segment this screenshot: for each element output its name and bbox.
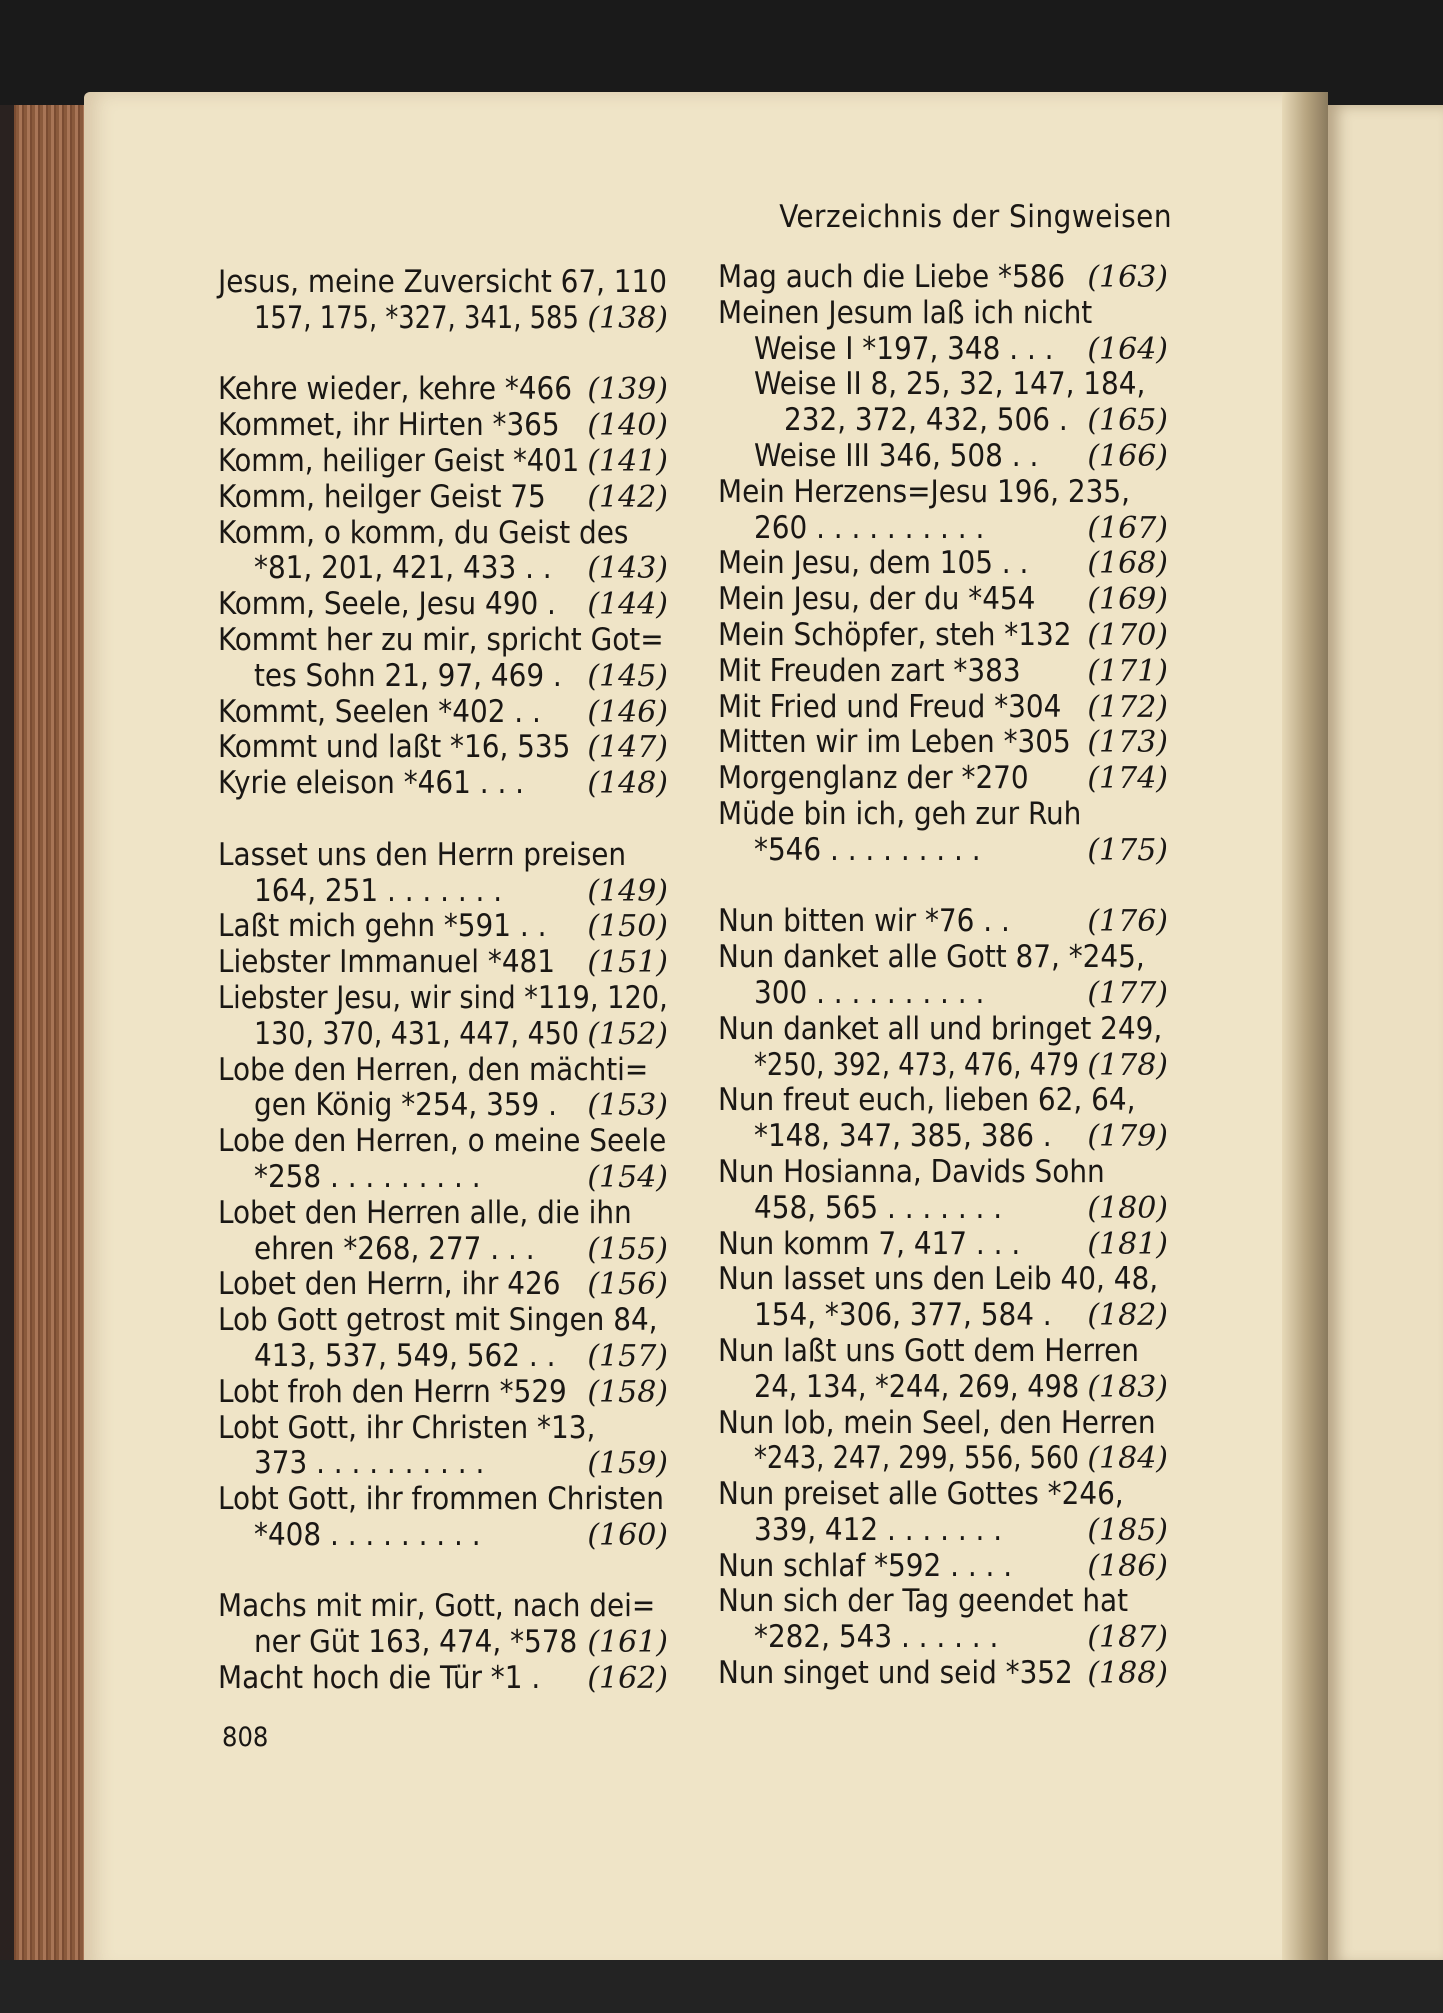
hymn-number: (139) bbox=[587, 372, 668, 408]
index-entry-continuation bbox=[718, 833, 1168, 869]
index-entry-continuation bbox=[218, 1339, 668, 1375]
hymn-number: (182) bbox=[1087, 1298, 1168, 1334]
index-entry-continuation bbox=[718, 1191, 1168, 1227]
index-entry bbox=[218, 265, 668, 301]
book-spine-shadow bbox=[0, 105, 14, 1980]
hymn-number: (172) bbox=[1087, 689, 1168, 725]
index-entry bbox=[218, 516, 668, 552]
index-entry-continuation bbox=[718, 332, 1168, 368]
page-number: 808 bbox=[222, 1722, 269, 1753]
index-entry-continuation bbox=[718, 1620, 1168, 1656]
hymn-number: (145) bbox=[587, 658, 668, 694]
index-entry bbox=[218, 372, 668, 408]
hymn-number: (163) bbox=[1087, 260, 1168, 295]
index-entry bbox=[718, 1406, 1168, 1442]
hymn-number: (168) bbox=[1087, 546, 1168, 582]
index-entry bbox=[218, 408, 668, 444]
hymn-number: (150) bbox=[587, 909, 668, 945]
index-entry bbox=[718, 797, 1168, 833]
hymn-number: (180) bbox=[1087, 1190, 1168, 1226]
hymn-number: (159) bbox=[587, 1446, 668, 1482]
index-entry bbox=[218, 480, 668, 516]
index-entry bbox=[718, 1334, 1168, 1370]
index-gap bbox=[218, 1554, 668, 1590]
index-entry bbox=[718, 940, 1168, 976]
index-entry-text: Nun singet und seid *352 bbox=[718, 1655, 1073, 1692]
index-entry bbox=[218, 909, 668, 945]
index-entry-continuation bbox=[718, 439, 1168, 475]
index-entry bbox=[218, 1589, 668, 1625]
hymn-number: (164) bbox=[1087, 331, 1168, 367]
hymn-number: (147) bbox=[587, 730, 668, 766]
index-entry-text: *81, 201, 421, 433 . . bbox=[254, 550, 552, 587]
hymn-number: (160) bbox=[587, 1517, 668, 1553]
index-entry-text: Laßt mich gehn *591 . . bbox=[218, 908, 547, 945]
index-entry-continuation bbox=[718, 1119, 1168, 1155]
index-entry-text: Lobet den Herren alle, die ihn bbox=[218, 1194, 632, 1231]
index-entry-text: gen König *254, 359 . bbox=[254, 1087, 558, 1124]
hymn-number: (179) bbox=[1087, 1119, 1168, 1155]
index-entry bbox=[218, 623, 668, 659]
index-entry bbox=[718, 904, 1168, 940]
index-entry-text: *282, 543 . . . . . . bbox=[754, 1619, 999, 1656]
index-entry bbox=[218, 1053, 668, 1089]
index-entry-continuation bbox=[718, 1370, 1168, 1406]
index-entry-continuation bbox=[718, 1048, 1168, 1084]
index-entry-text: Mit Freuden zart *383 bbox=[718, 652, 1021, 689]
index-entry-text: Liebster Jesu, wir sind *119, 120, bbox=[218, 979, 668, 1016]
hymn-number: (185) bbox=[1087, 1512, 1168, 1548]
index-entry bbox=[218, 1411, 668, 1447]
index-entry bbox=[718, 1549, 1168, 1585]
index-entry-text: 24, 134, *244, 269, 498 bbox=[754, 1368, 1080, 1405]
index-entry bbox=[718, 1262, 1168, 1298]
index-entry-text: Nun bitten wir *76 . . bbox=[718, 903, 1010, 940]
index-entry bbox=[218, 1482, 668, 1518]
index-entry bbox=[718, 582, 1168, 618]
index-entry-text: Lobet den Herrn, ihr 426 bbox=[218, 1266, 561, 1303]
hymn-number: (144) bbox=[587, 587, 668, 623]
index-entry-text: 130, 370, 431, 447, 450 bbox=[254, 1015, 579, 1052]
index-entry bbox=[718, 260, 1168, 296]
index-entry-text: Weise I *197, 348 . . . bbox=[754, 330, 1054, 367]
right-page-fragment bbox=[1328, 105, 1443, 1965]
hymn-number: (157) bbox=[587, 1338, 668, 1374]
index-entry-text: Weise III 346, 508 . . bbox=[754, 437, 1039, 474]
index-entry bbox=[718, 475, 1168, 511]
index-entry-text: Lasset uns den Herrn preisen bbox=[218, 836, 627, 873]
index-entry-text: Nun komm 7, 417 . . . bbox=[718, 1225, 1021, 1262]
index-entry-text: 164, 251 . . . . . . . bbox=[254, 872, 503, 909]
index-entry-text: Nun laßt uns Gott dem Herren bbox=[718, 1332, 1139, 1369]
index-entry-text: *250, 392, 473, 476, 479 bbox=[754, 1046, 1079, 1083]
index-entry-text: 458, 565 . . . . . . . bbox=[754, 1189, 1003, 1226]
index-entry-text: *258 . . . . . . . . . bbox=[254, 1158, 481, 1195]
index-entry-text: Nun danket alle Gott 87, *245, bbox=[718, 939, 1145, 976]
index-entry-continuation bbox=[718, 1441, 1168, 1477]
index-entry-text: Mitten wir im Leben *305 bbox=[718, 724, 1071, 761]
index-entry-continuation bbox=[218, 659, 668, 695]
index-entry-text: Kommt und laßt *16, 535 bbox=[218, 729, 571, 766]
index-entry-text: Kyrie eleison *461 . . . bbox=[218, 765, 525, 802]
hymn-number: (148) bbox=[587, 766, 668, 802]
index-entry-text: Meinen Jesum laß ich nicht bbox=[718, 294, 1093, 331]
index-entry bbox=[218, 1661, 668, 1697]
hymn-number: (178) bbox=[1087, 1047, 1168, 1083]
hymn-number: (142) bbox=[587, 479, 668, 515]
index-entry-text: Nun freut euch, lieben 62, 64, bbox=[718, 1082, 1136, 1119]
index-entry-continuation bbox=[218, 1446, 668, 1482]
index-entry-text: Lobe den Herren, o meine Seele bbox=[218, 1123, 667, 1160]
index-entry-text: Nun lasset uns den Leib 40, 48, bbox=[718, 1261, 1159, 1298]
index-entry-text: Liebster Immanuel *481 bbox=[218, 944, 556, 981]
index-entry-text: tes Sohn 21, 97, 469 . bbox=[254, 657, 562, 694]
index-entry-continuation bbox=[718, 1513, 1168, 1549]
index-entry-text: Weise II 8, 25, 32, 147, 184, bbox=[754, 366, 1146, 403]
index-entry bbox=[218, 444, 668, 480]
index-gap bbox=[218, 337, 668, 373]
index-entry-continuation bbox=[218, 1518, 668, 1554]
hymn-number: (156) bbox=[587, 1267, 668, 1303]
index-entry bbox=[718, 1083, 1168, 1119]
index-entry-text: Nun Hosianna, Davids Sohn bbox=[718, 1153, 1105, 1190]
index-entry-text: Mein Schöpfer, steh *132 bbox=[718, 616, 1072, 653]
hymn-number: (174) bbox=[1087, 761, 1168, 797]
hymn-number: (184) bbox=[1087, 1441, 1168, 1477]
index-entry bbox=[218, 1267, 668, 1303]
hymn-number: (187) bbox=[1087, 1620, 1168, 1656]
index-entry-text: 413, 537, 549, 562 . . bbox=[254, 1337, 556, 1374]
index-entry-text: Komm, heilger Geist 75 bbox=[218, 478, 546, 515]
index-entry-text: Macht hoch die Tür *1 . bbox=[218, 1660, 541, 1697]
index-entry-continuation bbox=[218, 1625, 668, 1661]
index-entry-continuation bbox=[218, 1017, 668, 1053]
index-entry-text: 260 . . . . . . . . . . bbox=[754, 509, 985, 546]
index-entry-text: *148, 347, 385, 386 . bbox=[754, 1118, 1052, 1155]
index-entry bbox=[718, 1012, 1168, 1048]
index-entry-text: Mit Fried und Freud *304 bbox=[718, 688, 1062, 725]
index-entry-text: Müde bin ich, geh zur Ruh bbox=[718, 795, 1082, 832]
index-column-right bbox=[718, 260, 1168, 1692]
index-entry-text: Kommt, Seelen *402 . . bbox=[218, 693, 541, 730]
index-entry bbox=[718, 1155, 1168, 1191]
hymn-number: (154) bbox=[587, 1159, 668, 1195]
index-entry-text: Nun danket all und bringet 249, bbox=[718, 1010, 1163, 1047]
hymn-number: (162) bbox=[587, 1661, 668, 1697]
index-entry bbox=[718, 725, 1168, 761]
index-entry-continuation bbox=[718, 1298, 1168, 1334]
index-entry-text: Lob Gott getrost mit Singen 84, bbox=[218, 1302, 658, 1339]
index-entry-continuation bbox=[218, 301, 668, 337]
index-entry bbox=[218, 838, 668, 874]
index-entry-text: Lobt Gott, ihr frommen Christen bbox=[218, 1481, 664, 1518]
index-entry-continuation bbox=[718, 976, 1168, 1012]
index-entry bbox=[218, 1124, 668, 1160]
index-entry-text: Nun lob, mein Seel, den Herren bbox=[718, 1404, 1156, 1441]
hymn-number: (138) bbox=[587, 300, 668, 336]
hymn-number: (175) bbox=[1087, 832, 1168, 868]
index-entry-text: *243, 247, 299, 556, 560 bbox=[754, 1440, 1079, 1477]
index-entry bbox=[718, 654, 1168, 690]
index-entry-text: Lobt Gott, ihr Christen *13, bbox=[218, 1409, 596, 1446]
running-header: Verzeichnis der Singweisen bbox=[779, 199, 1172, 235]
index-entry bbox=[718, 761, 1168, 797]
hymn-number: (161) bbox=[587, 1625, 668, 1661]
index-entry-continuation bbox=[218, 1088, 668, 1124]
hymn-number: (149) bbox=[587, 873, 668, 909]
index-entry-text: ner Güt 163, 474, *578 bbox=[254, 1624, 578, 1661]
index-entry-text: Nun schlaf *592 . . . . bbox=[718, 1547, 1013, 1584]
index-entry-text: 232, 372, 432, 506 . bbox=[784, 402, 1068, 439]
index-entry bbox=[218, 1375, 668, 1411]
index-entry-text: 339, 412 . . . . . . . bbox=[754, 1511, 1003, 1548]
index-entry bbox=[718, 1656, 1168, 1692]
hymn-number: (176) bbox=[1087, 904, 1168, 940]
index-entry bbox=[718, 546, 1168, 582]
index-entry bbox=[218, 945, 668, 981]
index-entry-text: 373 . . . . . . . . . . bbox=[254, 1445, 485, 1482]
index-entry bbox=[718, 296, 1168, 332]
index-entry bbox=[218, 730, 668, 766]
hymn-number: (152) bbox=[587, 1016, 668, 1052]
index-entry-text: Machs mit mir, Gott, nach dei= bbox=[218, 1588, 656, 1625]
hymn-number: (188) bbox=[1087, 1656, 1168, 1692]
hymn-number: (181) bbox=[1087, 1226, 1168, 1262]
index-entry-continuation bbox=[718, 511, 1168, 547]
cover-bottom bbox=[0, 1960, 1443, 2013]
index-entry bbox=[218, 1196, 668, 1232]
hymn-number: (166) bbox=[1087, 438, 1168, 474]
hymn-number: (186) bbox=[1087, 1548, 1168, 1584]
index-entry-text: Kehre wieder, kehre *466 bbox=[218, 371, 573, 408]
index-entry bbox=[218, 587, 668, 623]
index-entry bbox=[718, 690, 1168, 726]
index-entry bbox=[718, 1227, 1168, 1263]
index-entry bbox=[718, 1584, 1168, 1620]
index-entry-text: Komm, heiliger Geist *401 bbox=[218, 442, 580, 479]
index-entry-text: *546 . . . . . . . . . bbox=[754, 831, 981, 868]
index-entry-text: 157, 175, *327, 341, 585 bbox=[254, 299, 579, 336]
index-gap bbox=[218, 802, 668, 838]
index-gap bbox=[718, 869, 1168, 905]
hymn-number: (167) bbox=[1087, 510, 1168, 546]
index-entry-text: Kommet, ihr Hirten *365 bbox=[218, 407, 560, 444]
index-entry-text: Kommt her zu mir, spricht Got= bbox=[218, 621, 664, 658]
index-entry-text: Morgenglanz der *270 bbox=[718, 760, 1029, 797]
index-entry bbox=[718, 618, 1168, 654]
hymn-number: (173) bbox=[1087, 725, 1168, 761]
hymn-number: (140) bbox=[587, 408, 668, 444]
index-entry-text: Jesus, meine Zuversicht 67, 110 bbox=[218, 264, 668, 300]
hymn-number: (141) bbox=[587, 443, 668, 479]
index-entry bbox=[718, 1477, 1168, 1513]
index-entry-text: ehren *268, 277 . . . bbox=[254, 1230, 535, 1267]
index-entry-text: Mein Herzens=Jesu 196, 235, bbox=[718, 473, 1130, 510]
index-entry bbox=[218, 766, 668, 802]
hymn-number: (169) bbox=[1087, 582, 1168, 618]
index-entry-continuation bbox=[718, 403, 1168, 439]
hymn-number: (151) bbox=[587, 945, 668, 981]
index-entry-text: 154, *306, 377, 584 . bbox=[754, 1297, 1052, 1334]
index-entry-text: Mein Jesu, dem 105 . . bbox=[718, 545, 1029, 582]
hymn-number: (177) bbox=[1087, 975, 1168, 1011]
hymn-number: (171) bbox=[1087, 653, 1168, 689]
hymn-number: (158) bbox=[587, 1374, 668, 1410]
hymn-number: (183) bbox=[1087, 1369, 1168, 1405]
index-entry bbox=[218, 695, 668, 731]
index-entry-text: Nun sich der Tag geendet hat bbox=[718, 1583, 1129, 1620]
hymn-number: (146) bbox=[587, 694, 668, 730]
index-entry-continuation bbox=[718, 367, 1168, 403]
index-entry-text: *408 . . . . . . . . . bbox=[254, 1516, 481, 1553]
index-entry-continuation bbox=[218, 1160, 668, 1196]
index-entry bbox=[218, 981, 668, 1017]
hymn-number: (170) bbox=[1087, 617, 1168, 653]
hymn-number: (165) bbox=[1087, 403, 1168, 439]
index-entry bbox=[218, 1303, 668, 1339]
hymn-number: (153) bbox=[587, 1088, 668, 1124]
index-entry-text: Mag auch die Liebe *586 bbox=[718, 259, 1066, 295]
index-column-left bbox=[218, 265, 668, 1697]
index-entry-continuation bbox=[218, 1232, 668, 1268]
index-entry-continuation bbox=[218, 874, 668, 910]
hymn-number: (155) bbox=[587, 1231, 668, 1267]
hymn-number: (143) bbox=[587, 551, 668, 587]
index-entry-text: Mein Jesu, der du *454 bbox=[718, 581, 1036, 618]
index-entry-text: Komm, Seele, Jesu 490 . bbox=[218, 586, 556, 623]
index-entry-text: Lobt froh den Herrn *529 bbox=[218, 1373, 567, 1410]
index-entry-text: 300 . . . . . . . . . . bbox=[754, 974, 985, 1011]
index-entry-continuation bbox=[218, 551, 668, 587]
index-entry-text: Nun preiset alle Gottes *246, bbox=[718, 1476, 1124, 1513]
page-gutter bbox=[1282, 92, 1328, 1972]
index-entry-text: Lobe den Herren, den mächti= bbox=[218, 1051, 649, 1088]
index-entry-text: Komm, o komm, du Geist des bbox=[218, 514, 629, 551]
